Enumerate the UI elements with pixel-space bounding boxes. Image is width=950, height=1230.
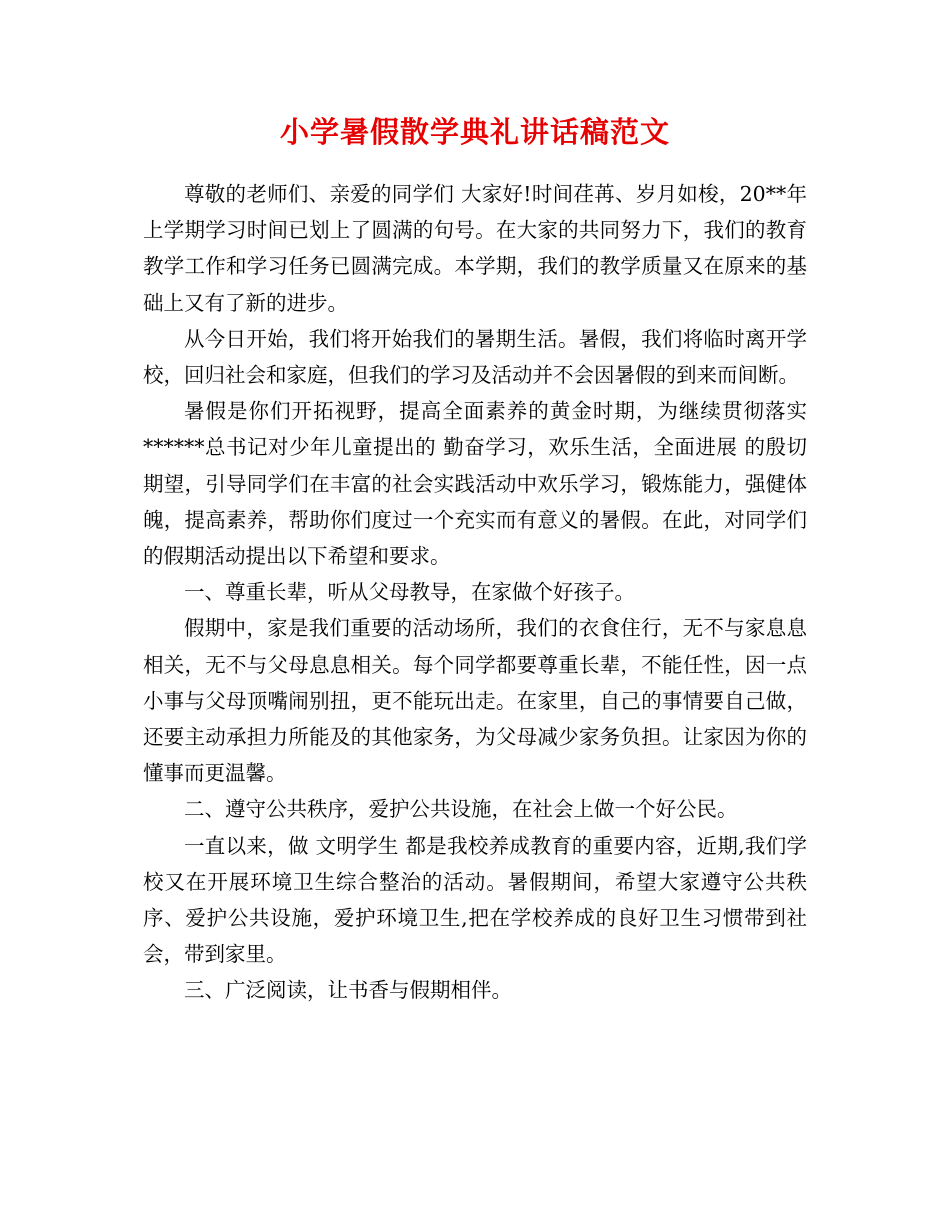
paragraph: 暑假是你们开拓视野，提高全面素养的黄金时期，为继续贯彻落实******总书记对少年儿童提出的 勤奋学习，欢乐生活，全面进展 的殷切期望，引导同学们在丰富的社会实践活动中欢乐学习，锻炼能力，强健体魄，提高素养，帮助你们度过一个充实而有意义的暑假。在此，对同学们的假期活动提出以下希望和要求。 (143, 399, 807, 569)
document-body (143, 176, 807, 1009)
paragraph: 从今日开始，我们将开始我们的暑期生活。暑假，我们将临时离开学校，回归社会和家庭，但我们的学习及活动并不会因暑假的到来而间断。 (143, 326, 807, 388)
document-title: 小学暑假散学典礼讲话稿范文 (279, 115, 670, 149)
paragraph: 假期中，家是我们重要的活动场所，我们的衣食住行，无不与家息息相关，无不与父母息息相关。每个同学都要尊重长辈，不能任性，因一点小事与父母顶嘴闹别扭，更不能玩出走。在家里，自己的事情要自己做，还要主动承担力所能及的其他家务，为父母减少家务负担。让家因为你的懂事而更温馨。 (143, 616, 807, 786)
section-heading: 二、遵守公共秩序，爱护公共设施，在社会上做一个好公民。 (184, 797, 738, 822)
paragraph: 尊敬的老师们、亲爱的同学们 大家好!时间荏苒、岁月如梭，20**年上学期学习时间已划上了圆满的句号。在大家的共同努力下，我们的教育教学工作和学习任务已圆满完成。本学期，我们的教学质量又在原来的基础上又有了新的进步。 (143, 182, 807, 315)
section-heading: 一、尊重长辈，听从父母教导，在家做个好孩子。 (184, 580, 635, 605)
section-heading: 三、广泛阅读，让书香与假期相伴。 (184, 978, 512, 1003)
paragraph: 一直以来，做 文明学生 都是我校养成教育的重要内容，近期,我们学校又在开展环境卫生综合整治的活动。暑假期间，希望大家遵守公共秩序、爱护公共设施，爱护环境卫生,把在学校养成的良好卫生习惯带到社会，带到家里。 (143, 833, 807, 967)
